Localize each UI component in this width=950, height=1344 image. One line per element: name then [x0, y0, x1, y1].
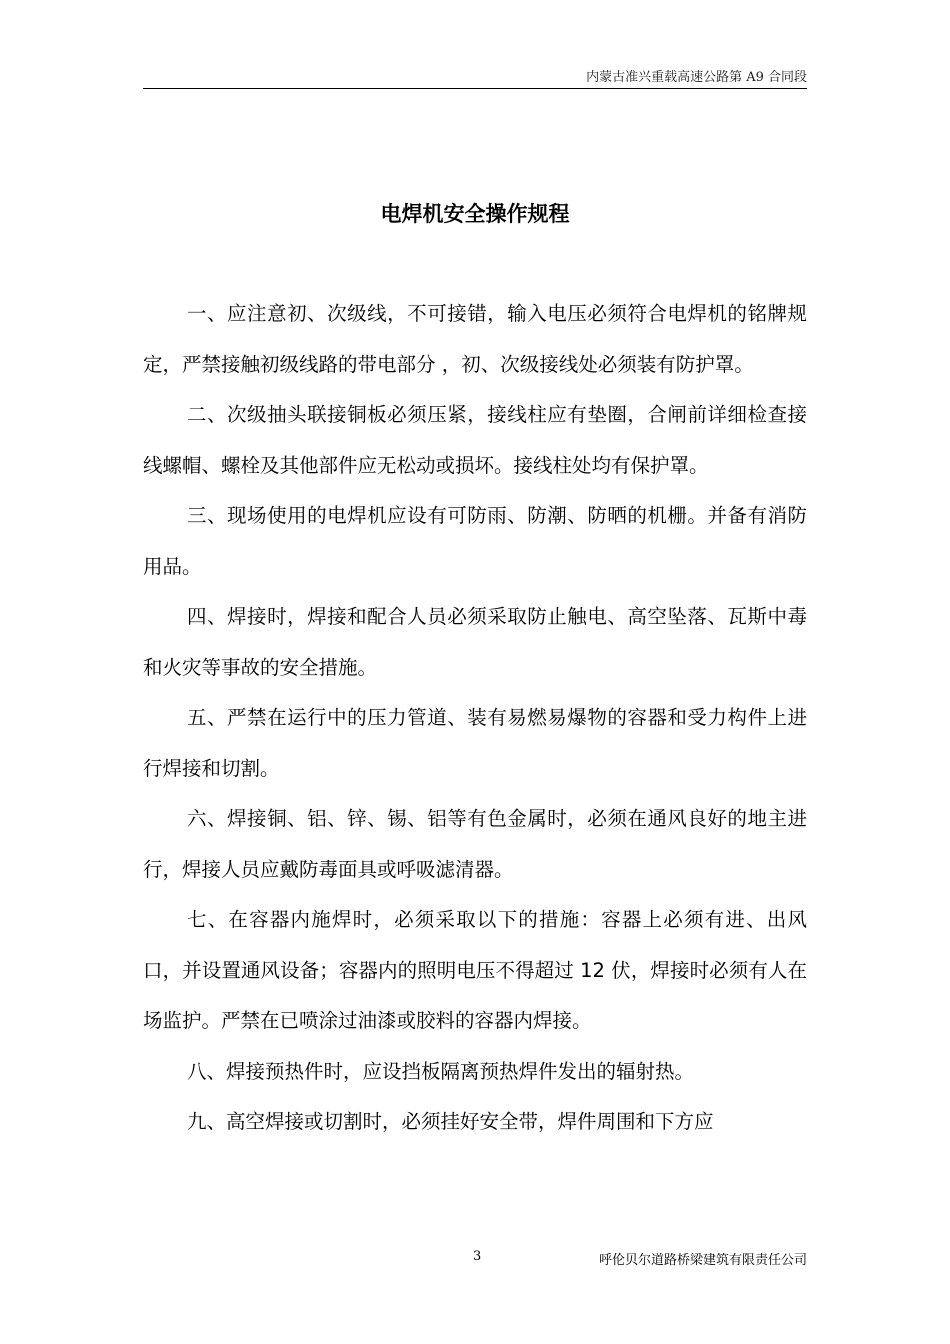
page-number: 3 [473, 1249, 482, 1264]
page-footer [143, 1249, 807, 1269]
clause-5: 五、严禁在运行中的压力管道、装有易燃易爆物的容器和受力构件上进行焊接和切割。 [143, 706, 807, 780]
clause-3: 三、现场使用的电焊机应设有可防雨、防潮、防晒的机栅。并备有消防用品。 [143, 504, 807, 578]
clause-6: 六、焊接铜、铝、锌、锡、铝等有色金属时，必须在通风良好的地主进行，焊接人员应戴防毒面具或呼吸滤清器。 [143, 807, 807, 881]
clause-1: 一、应注意初、次级线，不可接错，输入电压必须符合电焊机的铭牌规定，严禁接触初级线路的带电部分 ，初、次级接线处必须装有防护罩。 [143, 302, 807, 376]
document-title: 电焊机安全操作规程 [380, 202, 570, 226]
clause-7: 七、在容器内施焊时，必须采取以下的措施：容器上必须有进、出风口，并设置通风设备；容器内的照明电压不得超过 12 伏，焊接时必须有人在场监护。严禁在已喷涂过油漆或胶料的容器内焊接。 [143, 908, 807, 1032]
footer-company-name: 呼伦贝尔道路桥梁建筑有限责任公司 [598, 1253, 807, 1268]
clause-8: 八、焊接预热件时，应设挡板隔离预热焊件发出的辐射热。 [187, 1059, 695, 1083]
document-body [143, 289, 807, 1148]
clause-4: 四、焊接时，焊接和配合人员必须采取防止触电、高空坠落、瓦斯中毒和火灾等事故的安全措施。 [143, 605, 807, 679]
clause-2: 二、次级抽头联接铜板必须压紧，接线柱应有垫圈，合闸前详细检查接线螺帽、螺栓及其他部件应无松动或损坏。接线柱处均有保护罩。 [143, 403, 807, 477]
clause-9: 九、高空焊接或切割时，必须挂好安全带，焊件周围和下方应 [187, 1110, 714, 1133]
header-project-name: 内蒙古准兴重载高速公路第 A9 合同段 [586, 70, 807, 85]
page-header [143, 64, 807, 89]
